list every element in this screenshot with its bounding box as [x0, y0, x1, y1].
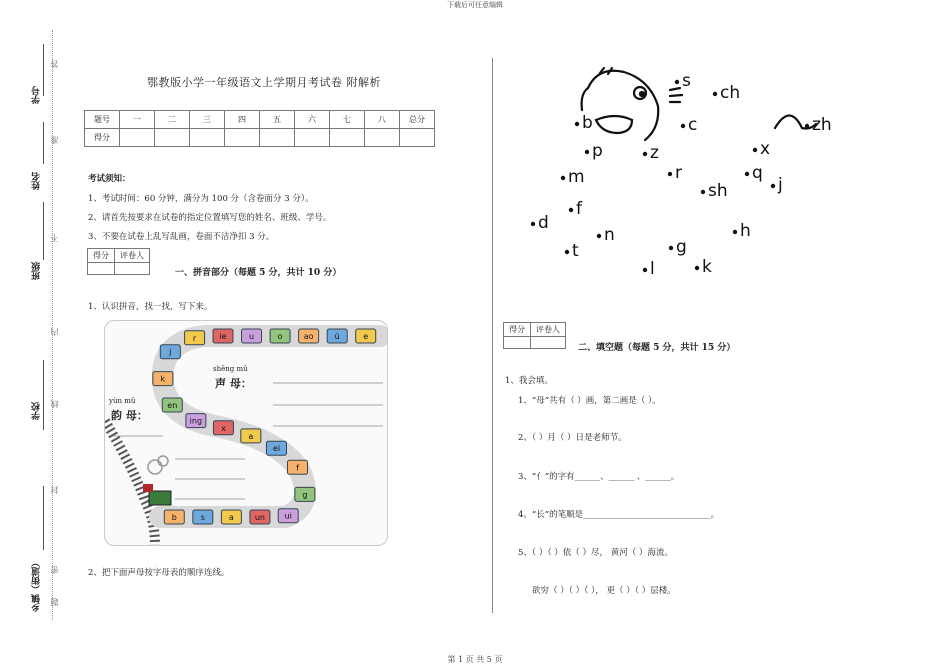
train-car — [299, 329, 319, 343]
train-car-label: r — [192, 333, 197, 343]
dot-letter: ch — [720, 83, 741, 103]
seal-char: 答 — [50, 60, 59, 68]
train-car — [241, 429, 261, 443]
connect-dot[interactable] — [771, 184, 775, 188]
grader-score-label: 得分 — [504, 323, 531, 337]
train-car — [153, 372, 173, 386]
connect-dot[interactable] — [695, 266, 699, 270]
dot-letter: t — [572, 241, 579, 261]
school-label: 学校 — [32, 402, 42, 420]
exam-title — [84, 74, 444, 90]
train-car-label: ie — [219, 332, 227, 341]
dot-letter: f — [576, 199, 582, 219]
shengmu-pinyin: shēng mǔ — [213, 365, 248, 373]
train-car — [295, 487, 315, 501]
section2-title: 二、填空题（每题 5 分，共计 15 分） — [578, 343, 736, 353]
table-cell: 五 — [260, 111, 295, 129]
grader-name-label: 评卷人 — [531, 323, 566, 337]
dot-letter: x — [760, 139, 771, 159]
score-table-score-row — [85, 129, 435, 147]
smoke-icon — [148, 460, 162, 474]
dot-letter: n — [604, 225, 615, 245]
train-car-label: ing — [189, 416, 203, 426]
connect-dot[interactable] — [561, 176, 565, 180]
train-car — [186, 414, 206, 428]
train-car-label: u — [248, 332, 255, 341]
score-input-cell[interactable] — [155, 129, 190, 147]
section1-q2: 2、把下面声母按字母表的顺序连线。 — [88, 568, 230, 578]
score-table-header-row — [85, 111, 435, 129]
table-cell: 八 — [365, 111, 400, 129]
railway-track — [105, 421, 155, 545]
train-car-label: a — [248, 431, 254, 441]
header-note: 下载后可任意编辑 — [447, 1, 503, 9]
dot-letter: k — [702, 257, 712, 277]
train-car-label: a — [228, 513, 234, 522]
train-car — [213, 421, 233, 435]
seal-char: 密 — [50, 566, 59, 574]
train-car-label: ü — [334, 332, 340, 341]
table-cell: 四 — [225, 111, 260, 129]
connect-dot[interactable] — [565, 250, 569, 254]
section2-q1: 1、我会填。 — [505, 376, 553, 386]
score-input-cell[interactable] — [225, 129, 260, 147]
seal-char: 内 — [50, 328, 59, 336]
train-car-label: en — [167, 401, 178, 411]
score-table — [84, 110, 435, 147]
student-id-label: 学号 — [32, 86, 42, 104]
train-car — [327, 329, 347, 343]
class-line — [43, 202, 44, 260]
dot-letter: s — [682, 71, 691, 91]
table-cell: 二 — [155, 111, 190, 129]
train-car-label: x — [221, 423, 226, 433]
dot-letter: l — [650, 259, 655, 279]
train-car — [193, 510, 213, 524]
train-car — [266, 441, 286, 455]
student-id-line — [43, 44, 44, 96]
connect-dot[interactable] — [713, 92, 717, 96]
seal-char: 准 — [50, 136, 59, 144]
score-input-cell[interactable] — [365, 129, 400, 147]
town-line — [43, 486, 44, 550]
page-footer: 第 1 页 共 5 页 — [447, 655, 503, 664]
train-car-label: ei — [272, 444, 281, 454]
dot-letter: g — [676, 237, 687, 257]
dot-letter: c — [688, 115, 698, 135]
train-car-label: e — [363, 332, 369, 341]
train-cars — [153, 329, 376, 524]
grader-box — [503, 322, 566, 349]
connect-dot[interactable] — [643, 268, 647, 272]
table-cell: 总分 — [400, 111, 435, 129]
fill-blank-item[interactable]: 3、“亻”的字有______、______ 、______。 — [518, 472, 680, 482]
train-car-label: k — [160, 374, 166, 384]
name-label: 姓名 — [32, 172, 42, 190]
connect-dot[interactable] — [681, 124, 685, 128]
seal-char: 不 — [50, 234, 59, 242]
dot-to-dot-picture — [520, 58, 850, 288]
score-input-cell[interactable] — [260, 129, 295, 147]
dot-letter: z — [650, 143, 659, 163]
score-input-cell[interactable] — [295, 129, 330, 147]
train-track-drawing — [105, 321, 387, 545]
connect-dot[interactable] — [675, 80, 679, 84]
page-title: 鄂教版小学一年级语文上学期月考试卷 附解析 — [147, 76, 381, 89]
train-car — [162, 398, 182, 412]
fill-blank-item[interactable]: 5、（ ）（ ）依（ ）尽， 黄河（ ）海流。 — [518, 548, 673, 558]
school-line — [43, 360, 44, 430]
train-car — [250, 510, 270, 524]
seal-char: 封 — [50, 486, 59, 494]
grader-score-label: 得分 — [88, 249, 115, 263]
letter-dots — [531, 71, 832, 279]
train-car — [221, 510, 241, 524]
seal-head-icon — [582, 68, 816, 140]
connect-dot[interactable] — [643, 152, 647, 156]
train-car — [213, 329, 233, 343]
connect-dot[interactable] — [733, 230, 737, 234]
train-car-label: f — [296, 463, 299, 473]
seal-char: 线 — [50, 400, 59, 408]
dot-letter: m — [568, 167, 585, 187]
name-line — [43, 122, 44, 164]
seal-char: 题 — [50, 598, 59, 606]
connect-dot[interactable] — [745, 172, 749, 176]
dot-letter: h — [740, 221, 751, 241]
score-input-cell[interactable] — [330, 129, 365, 147]
connect-dot[interactable] — [701, 190, 705, 194]
train-car-label: ui — [284, 511, 292, 521]
train-car-label: b — [171, 513, 177, 522]
grader-name-label: 评卷人 — [115, 249, 150, 263]
yunmu-pinyin: yùn mǔ — [109, 397, 136, 405]
grader-box — [87, 248, 150, 275]
dot-letter: r — [675, 163, 682, 183]
yunmu-label: 韵 母： — [111, 409, 148, 422]
train-car-label: o — [277, 332, 283, 341]
table-cell: 三 — [190, 111, 225, 129]
seal-outline-drawing — [520, 58, 850, 288]
dot-letter: d — [538, 213, 549, 233]
score-input-cell[interactable] — [120, 129, 155, 147]
train-car — [356, 329, 376, 343]
fill-blank-item[interactable]: 1、“母”共有（ ）画，第二画是（ ）。 — [518, 396, 661, 406]
fill-blank-item[interactable]: 2、（ ）月（ ）日是老师节。 — [518, 433, 627, 443]
table-cell: 得分 — [85, 129, 120, 147]
table-cell: 七 — [330, 111, 365, 129]
fill-blank-item[interactable]: 4、“长”的笔顺是______________________________。 — [518, 510, 720, 520]
binding-margin — [0, 30, 70, 630]
train-car-label: ao — [303, 332, 314, 341]
connect-dot[interactable] — [585, 150, 589, 154]
section1-title: 一、拼音部分（每题 5 分，共计 10 分） — [175, 268, 342, 278]
table-cell: 六 — [295, 111, 330, 129]
train-car-label: s — [200, 513, 205, 522]
connect-dot[interactable] — [805, 124, 809, 128]
class-label: 班级 — [32, 262, 42, 280]
connect-dot[interactable] — [753, 148, 757, 152]
notice-heading: 考试须知： — [88, 174, 131, 184]
grader-name-cell[interactable] — [531, 337, 566, 349]
train-car — [270, 329, 290, 343]
train-car-label: g — [302, 490, 308, 500]
notice-item: 1、考试时间：60 分钟，满分为 100 分（含卷面分 3 分）。 — [88, 194, 314, 204]
connect-dot[interactable] — [668, 172, 672, 176]
table-cell: 题号 — [85, 111, 120, 129]
dot-letter: j — [778, 175, 783, 195]
train-car — [278, 509, 298, 523]
train-car — [242, 329, 262, 343]
grader-score-cell[interactable] — [504, 337, 531, 349]
binding-dotted-line — [52, 30, 53, 620]
dot-letter: sh — [708, 181, 728, 201]
grader-name-cell[interactable] — [115, 263, 150, 275]
shengmu-label: 声 母： — [215, 377, 252, 390]
train-car — [185, 331, 205, 345]
connect-dot[interactable] — [597, 234, 601, 238]
town-label: 乡镇（街道） — [32, 558, 42, 612]
score-input-cell[interactable] — [190, 129, 225, 147]
connect-dot[interactable] — [531, 222, 535, 226]
dot-letter: p — [592, 141, 603, 161]
dot-letter: q — [752, 163, 763, 183]
dot-letter: zh — [812, 115, 832, 135]
connect-dot[interactable] — [669, 246, 673, 250]
fill-blank-item[interactable]: 欲穷（ ）（ ）（ ）， 更（ ）（ ）层楼。 — [532, 586, 676, 596]
notice-item: 3、不要在试卷上乱写乱画，卷面不洁净扣 3 分。 — [88, 232, 275, 242]
connect-dot[interactable] — [575, 122, 579, 126]
section1-q1: 1、认识拼音，找一找，写下来。 — [88, 302, 213, 312]
train-car-label: un — [254, 513, 265, 522]
dot-letter: b — [582, 113, 593, 133]
column-divider — [492, 58, 493, 613]
connect-dot[interactable] — [569, 208, 573, 212]
train-car — [287, 460, 307, 474]
train-car-label: j — [169, 347, 172, 357]
table-cell: 一 — [120, 111, 155, 129]
pinyin-train-illustration — [104, 320, 388, 546]
grader-score-cell[interactable] — [88, 263, 115, 275]
score-input-cell[interactable] — [400, 129, 435, 147]
train-car — [164, 510, 184, 524]
notice-item: 2、请首先按要求在试卷的指定位置填写您的姓名、班级、学号。 — [88, 213, 332, 223]
train-car — [160, 345, 180, 359]
